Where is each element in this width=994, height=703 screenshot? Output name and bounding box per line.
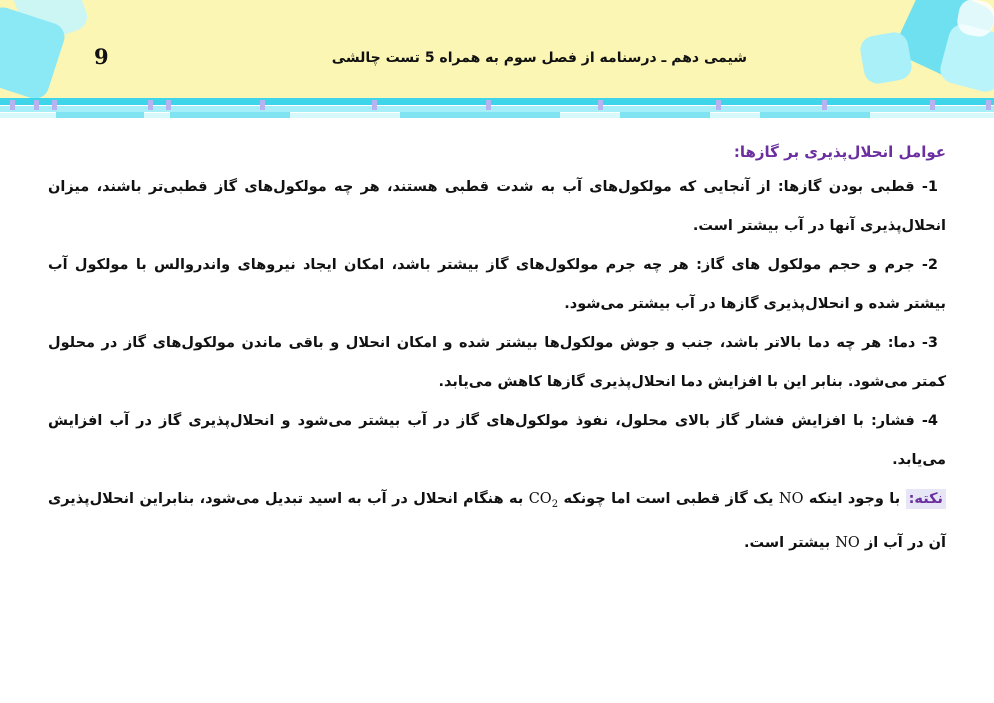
lesson-content	[48, 136, 946, 563]
note-text: بیشتر است.	[743, 534, 836, 551]
chem-formula	[528, 491, 559, 510]
note-paragraph	[48, 480, 946, 563]
page-number: 9	[94, 44, 109, 69]
list-item: 4- فشار: با افزایش فشار گاز بالای محلول، نفوذ مولکول‌های گاز در آب بیشتر می‌شود و انحلال‌پذیری گاز در آب افزایش می‌یابد.	[48, 413, 946, 468]
chem-formula: NO	[778, 491, 804, 507]
chem-formula: NO	[835, 534, 860, 551]
chem-formula-subscript: 2	[551, 498, 559, 510]
list-item: 1- قطبی بودن گازها: از آنجایی که مولکول‌های آب به شدت قطبی هستند، هر چه مولکول‌های گاز قطبی‌تر باشند، میزان انحلال‌پذیری آنها در آب بیشتر است.	[48, 179, 946, 234]
list-item: 2- جرم و حجم مولکول های گاز: هر چه جرم مولکول‌های گاز بیشتر باشد، امکان ایجاد نیروهای واندروالس با مولکول آب بیشتر شده و انحلال‌پذیری گازها در آب بیشتر می‌شود.	[48, 257, 946, 312]
list-item: 3- دما: هر چه دما بالاتر باشد، جنب و جوش مولکول‌ها بیشتر شده و امکان انحلال و باقی ماندن مولکول‌های گاز در محلول کمتر می‌شود. بنابر این با افزایش دما انحلال‌پذیری گازها کاهش می‌یابد.	[48, 335, 946, 390]
decorative-square	[858, 30, 914, 86]
page-header	[0, 0, 994, 100]
note-label: نکته:	[906, 489, 946, 509]
header-stripe-band	[0, 98, 994, 122]
page-title: شیمی دهم ـ درسنامه از فصل سوم به همراه 5 تست چالشی	[331, 50, 747, 66]
section-heading: عوامل انحلال‌پذیری بر گازها:	[733, 143, 946, 161]
chem-formula-base: CO	[528, 491, 552, 507]
note-text: به هنگام انحلال در آب به اسید تبدیل می‌شود، بنابراین انحلال‌پذیری آن در آب از	[48, 491, 946, 551]
note-text: با وجود اینکه	[803, 491, 906, 507]
note-text: یک گاز قطبی است اما چونکه	[558, 491, 779, 507]
